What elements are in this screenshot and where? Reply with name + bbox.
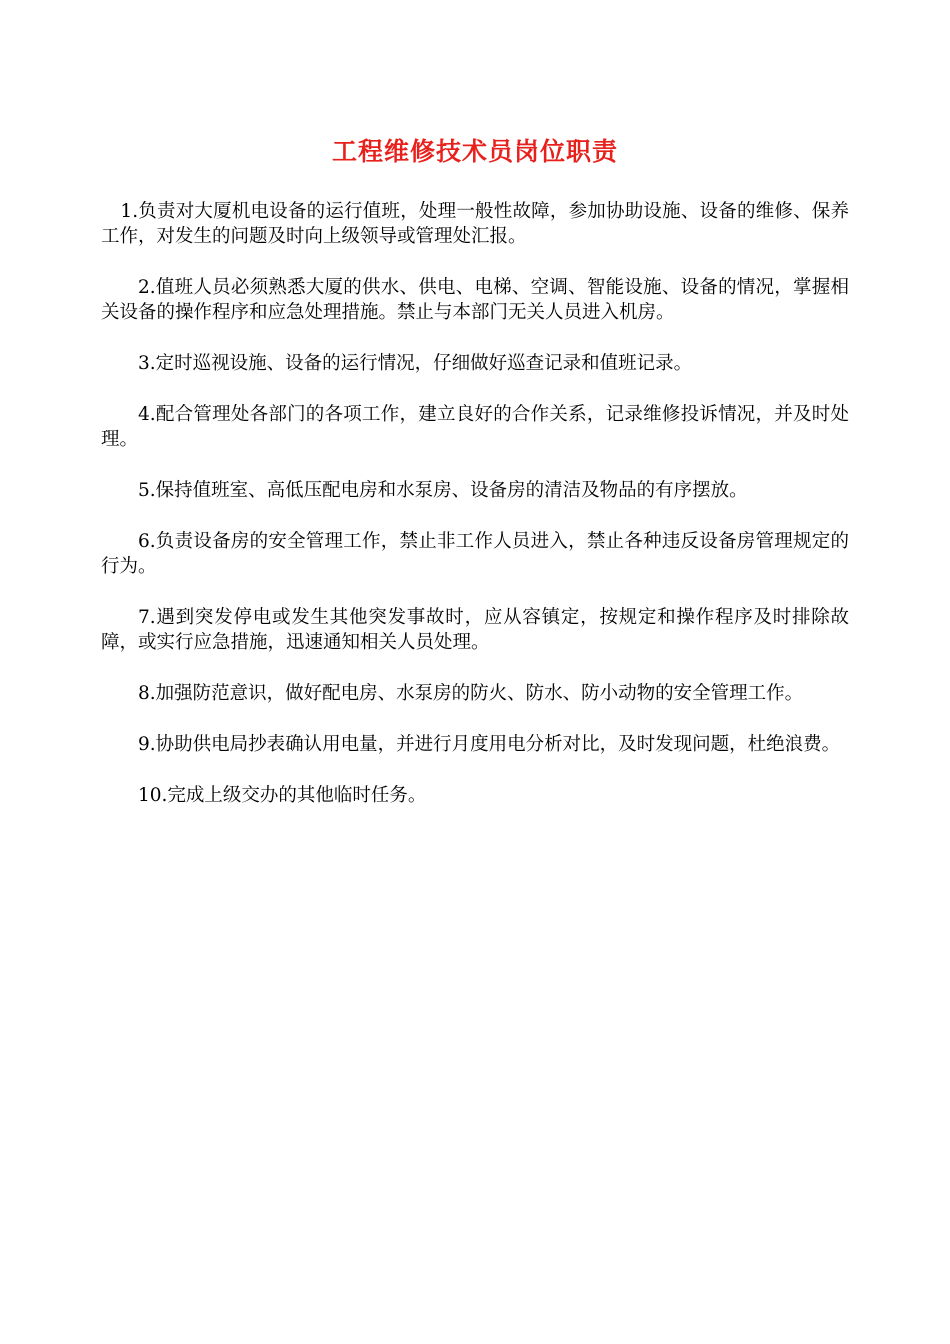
duty-item-3: 3.定时巡视设施、设备的运行情况，仔细做好巡查记录和值班记录。: [138, 353, 693, 374]
duty-item-9: 9.协助供电局抄表确认用电量，并进行月度用电分析对比，及时发现问题，杜绝浪费。: [138, 734, 841, 755]
duty-item-10: 10.完成上级交办的其他临时任务。: [138, 785, 427, 806]
duty-item-6: 6.负责设备房的安全管理工作，禁止非工作人员进入，禁止各种违反设备房管理规定的行为。: [101, 531, 849, 577]
duty-item-8: 8.加强防范意识，做好配电房、水泵房的防火、防水、防小动物的安全管理工作。: [138, 683, 804, 704]
duty-item-4: 4.配合管理处各部门的各项工作，建立良好的合作关系，记录维修投诉情况，并及时处理。: [101, 404, 849, 450]
page-title: 工程维修技术员岗位职责: [331, 137, 618, 166]
duty-item-5: 5.保持值班室、高低压配电房和水泵房、设备房的清洁及物品的有序摆放。: [138, 480, 748, 501]
duty-item-2: 2.值班人员必须熟悉大厦的供水、供电、电梯、空调、智能设施、设备的情况，掌握相关设备的操作程序和应急处理措施。禁止与本部门无关人员进入机房。: [101, 277, 849, 323]
duty-item-1: 1.负责对大厦机电设备的运行值班，处理一般性故障，参加协助设施、设备的维修、保养工作，对发生的问题及时向上级领导或管理处汇报。: [101, 201, 849, 247]
document-body: [101, 199, 849, 834]
duty-item-7: 7.遇到突发停电或发生其他突发事故时，应从容镇定，按规定和操作程序及时排除故障，或实行应急措施，迅速通知相关人员处理。: [101, 607, 849, 653]
